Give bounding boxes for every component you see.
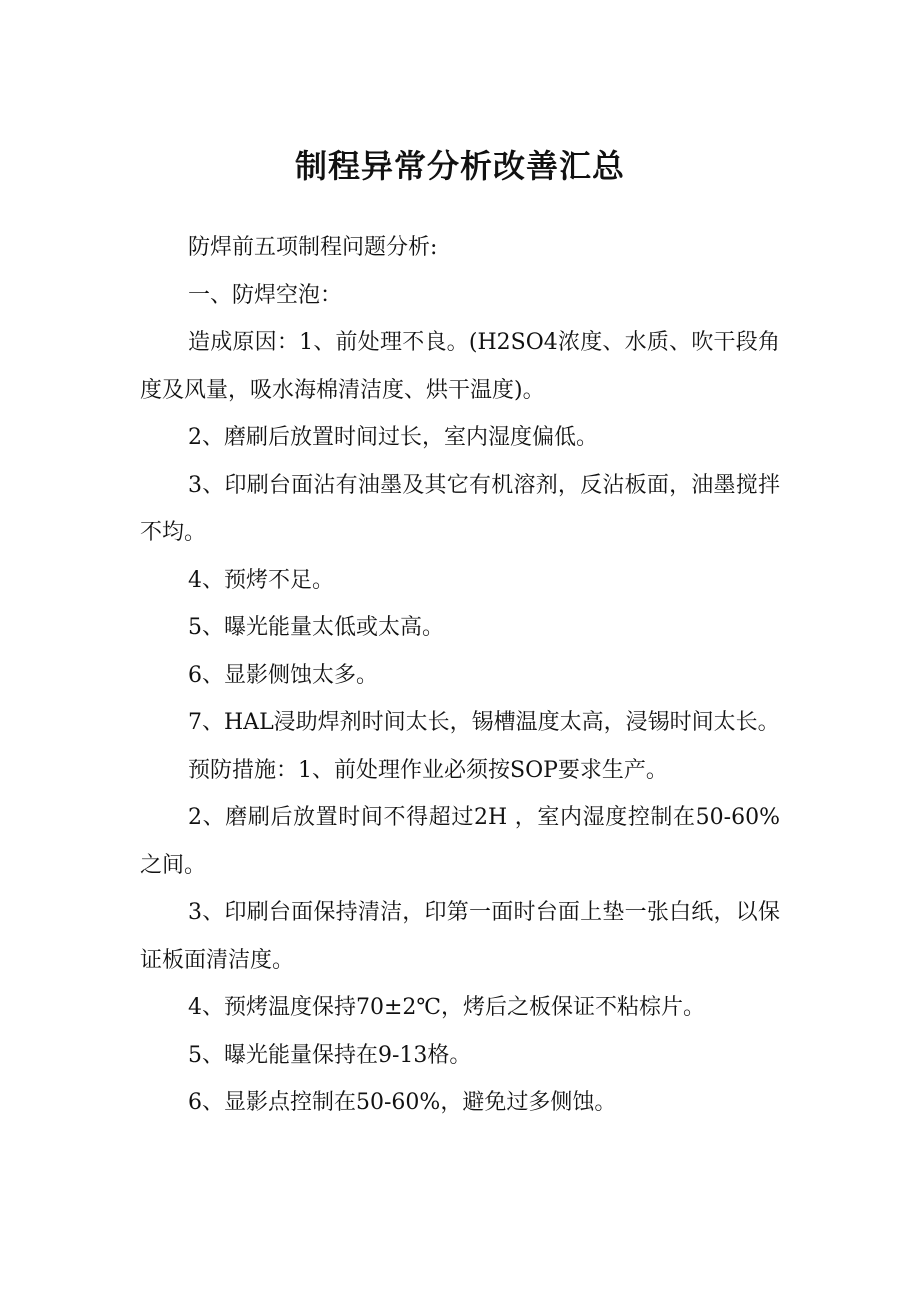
- prevention-item-5: 5、曝光能量保持在9-13格。: [188, 1042, 472, 1068]
- prevention-item-6: 6、显影点控制在50-60%，避免过多侧蚀。: [188, 1090, 617, 1115]
- section-intro: 防焊前五项制程问题分析:: [188, 235, 438, 260]
- prevention-item-2: 2、磨刷后放置时间不得超过2H ，室内湿度控制在50-60%之间。: [140, 805, 780, 878]
- document-title: 制程异常分析改善汇总: [294, 147, 625, 185]
- cause-item-3: 3、印刷台面沾有油墨及其它有机溶剂，反沾板面，油墨搅拌不均。: [140, 472, 780, 545]
- prevention-item-3: 3、印刷台面保持清洁，印第一面时台面上垫一张白纸，以保证板面清洁度。: [140, 900, 780, 973]
- section-heading: 一、防焊空泡：: [188, 282, 343, 308]
- cause-item-5: 5、曝光能量太低或太高。: [188, 615, 444, 640]
- cause-item-2: 2、磨刷后放置时间过长，室内湿度偏低。: [188, 425, 598, 450]
- cause-item-7: 7、HAL浸助焊剂时间太长，锡槽温度太高，浸锡时间太长。: [188, 710, 780, 735]
- cause-item-6: 6、显影侧蚀太多。: [188, 662, 378, 688]
- cause-item-4: 4、预烤不足。: [188, 567, 334, 593]
- prevention-item-4: 4、预烤温度保持70±2℃，烤后之板保证不粘棕片。: [188, 995, 706, 1020]
- document-body: [140, 224, 780, 1127]
- prevention-item-1: 预防措施：1、前处理作业必须按SOP要求生产。: [188, 757, 668, 783]
- cause-item-1: 造成原因：1、前处理不良。(H2SO4浓度、水质、吹干段角度及风量，吸水海棉清洁度、烘干温度)。: [140, 330, 780, 403]
